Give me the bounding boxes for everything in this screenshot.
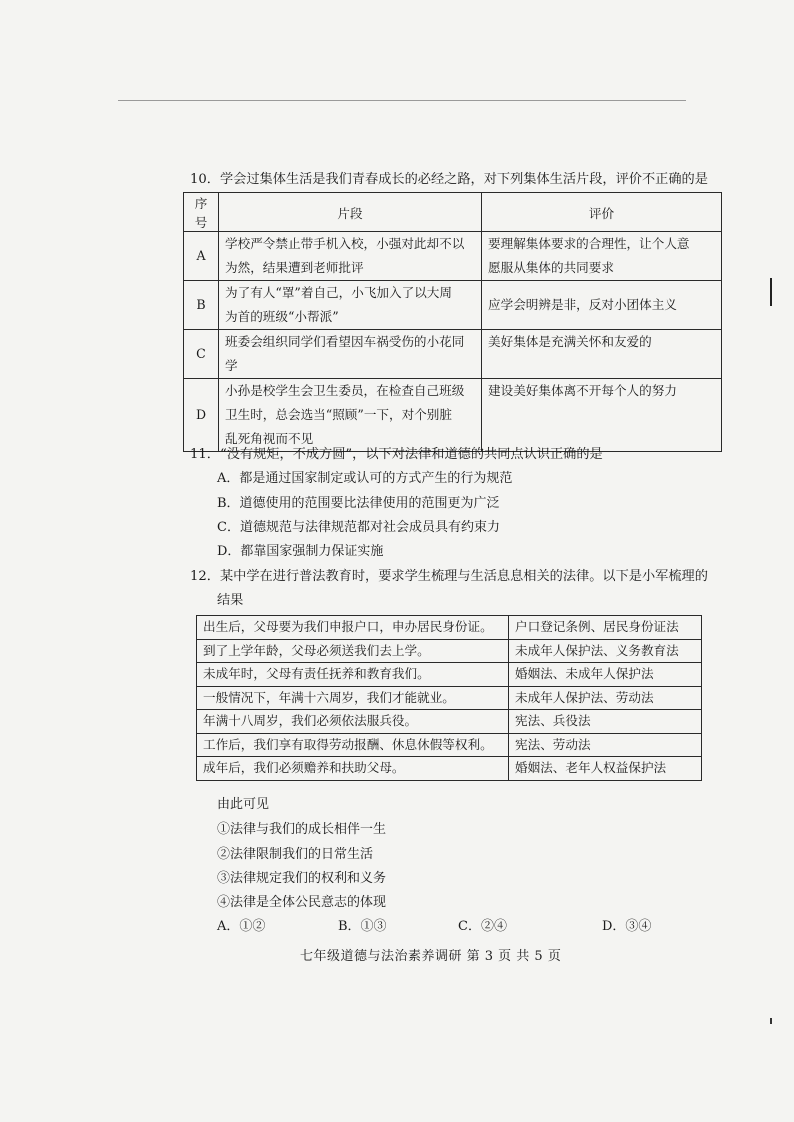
q12-choice-d: D．③④ xyxy=(602,919,652,934)
table-row xyxy=(197,757,702,781)
row-code: C xyxy=(184,330,219,379)
q11-option-b: B．道德使用的范围要比法律使用的范围更为广泛 xyxy=(217,496,500,511)
row-fragment xyxy=(219,232,482,281)
q11-option-d: D．都靠国家强制力保证实施 xyxy=(217,544,384,559)
evaluation-line: 应学会明辨是非，反对小团体主义 xyxy=(488,297,677,312)
scan-mark xyxy=(770,278,772,306)
table-row xyxy=(197,663,702,687)
row-fragment xyxy=(219,330,482,379)
row-evaluation xyxy=(482,281,722,330)
q12-statement-4: ④法律是全体公民意志的体现 xyxy=(217,895,387,910)
row-code: B xyxy=(184,281,219,330)
q12-lead: 由此可见 xyxy=(217,797,270,812)
table-row xyxy=(184,379,722,452)
row-fragment xyxy=(219,281,482,330)
q12-statement-2: ②法律限制我们的日常生活 xyxy=(217,847,374,862)
related-law: 婚姻法、老年人权益保护法 xyxy=(509,757,702,781)
fragment-line: 乱死角视而不见 xyxy=(225,431,314,446)
q12-choice-a: A．①② xyxy=(217,919,266,934)
life-event: 未成年时，父母有责任抚养和教育我们。 xyxy=(197,663,509,687)
table-row xyxy=(197,733,702,757)
table-header-row xyxy=(184,193,722,232)
evaluation-line: 美好集体是充满关怀和友爱的 xyxy=(488,334,652,349)
q12-stem: 12．某中学在进行普法教育时，要求学生梳理与生活息息相关的法律。以下是小军梳理的 xyxy=(190,569,708,584)
table-row xyxy=(197,616,702,640)
col-header-evaluation: 评价 xyxy=(482,193,722,232)
page-footer: 七年级道德与法治素养调研 第 3 页 共 5 页 xyxy=(300,949,562,964)
row-code: D xyxy=(184,379,219,452)
fragment-line: 卫生时，总会选当“照顾”一下，对个别脏 xyxy=(225,407,452,422)
fragment-line: 为了有人“罩”着自己，小飞加入了以大周 xyxy=(225,285,452,300)
q12-statement-3: ③法律规定我们的权利和义务 xyxy=(217,871,387,886)
fragment-line: 班委会组织同学们看望因车祸受伤的小花同 xyxy=(225,334,465,349)
q10-stem: 10．学会过集体生活是我们青春成长的必经之路，对下列集体生活片段，评价不正确的是 xyxy=(190,172,708,187)
related-law: 户口登记条例、居民身份证法 xyxy=(509,616,702,640)
life-event: 工作后，我们享有取得劳动报酬、休息休假等权利。 xyxy=(197,733,509,757)
q11-option-c: C．道德规范与法律规范都对社会成员具有约束力 xyxy=(217,520,500,535)
q11-stem: 11．“没有规矩，不成方圆”，以下对法律和道德的共同点认识正确的是 xyxy=(190,447,603,462)
life-event: 成年后，我们必须赡养和扶助父母。 xyxy=(197,757,509,781)
evaluation-line: 要理解集体要求的合理性，让个人意 xyxy=(488,236,690,251)
col-header-fragment: 片段 xyxy=(219,193,482,232)
q11-option-a: A．都是通过国家制定或认可的方式产生的行为规范 xyxy=(217,471,513,486)
life-event: 出生后，父母要为我们申报户口，申办居民身份证。 xyxy=(197,616,509,640)
q10-table xyxy=(183,192,722,452)
table-row xyxy=(184,232,722,281)
scan-mark xyxy=(770,1018,772,1024)
evaluation-line: 建设美好集体离不开每个人的努力 xyxy=(488,383,677,398)
header-rule xyxy=(118,100,686,101)
fragment-line: 为然，结果遭到老师批评 xyxy=(225,260,364,275)
q12-stem-cont: 结果 xyxy=(217,593,244,608)
table-row xyxy=(197,639,702,663)
row-evaluation xyxy=(482,330,722,379)
fragment-line: 小孙是校学生会卫生委员，在检查自己班级 xyxy=(225,383,465,398)
row-evaluation xyxy=(482,232,722,281)
q12-table xyxy=(196,615,702,781)
life-event: 年满十八周岁，我们必须依法服兵役。 xyxy=(197,710,509,734)
table-row xyxy=(184,281,722,330)
table-row xyxy=(197,710,702,734)
q12-statement-1: ①法律与我们的成长相伴一生 xyxy=(217,822,387,837)
row-evaluation xyxy=(482,379,722,452)
life-event: 到了上学年龄，父母必须送我们去上学。 xyxy=(197,639,509,663)
fragment-line: 学 xyxy=(225,358,238,373)
q12-choice-b: B．①③ xyxy=(338,919,387,934)
related-law: 未成年人保护法、义务教育法 xyxy=(509,639,702,663)
row-fragment xyxy=(219,379,482,452)
table-row xyxy=(184,330,722,379)
fragment-line: 学校严令禁止带手机入校，小强对此却不以 xyxy=(225,236,465,251)
fragment-line: 为首的班级“小帮派” xyxy=(225,309,339,324)
evaluation-line: 愿服从集体的共同要求 xyxy=(488,260,614,275)
related-law: 婚姻法、未成年人保护法 xyxy=(509,663,702,687)
table-row xyxy=(197,686,702,710)
related-law: 宪法、兵役法 xyxy=(509,710,702,734)
q12-choice-c: C．②④ xyxy=(458,919,507,934)
related-law: 宪法、劳动法 xyxy=(509,733,702,757)
row-code: A xyxy=(184,232,219,281)
related-law: 未成年人保护法、劳动法 xyxy=(509,686,702,710)
life-event: 一般情况下，年满十六周岁，我们才能就业。 xyxy=(197,686,509,710)
col-header-code: 序号 xyxy=(184,193,219,232)
